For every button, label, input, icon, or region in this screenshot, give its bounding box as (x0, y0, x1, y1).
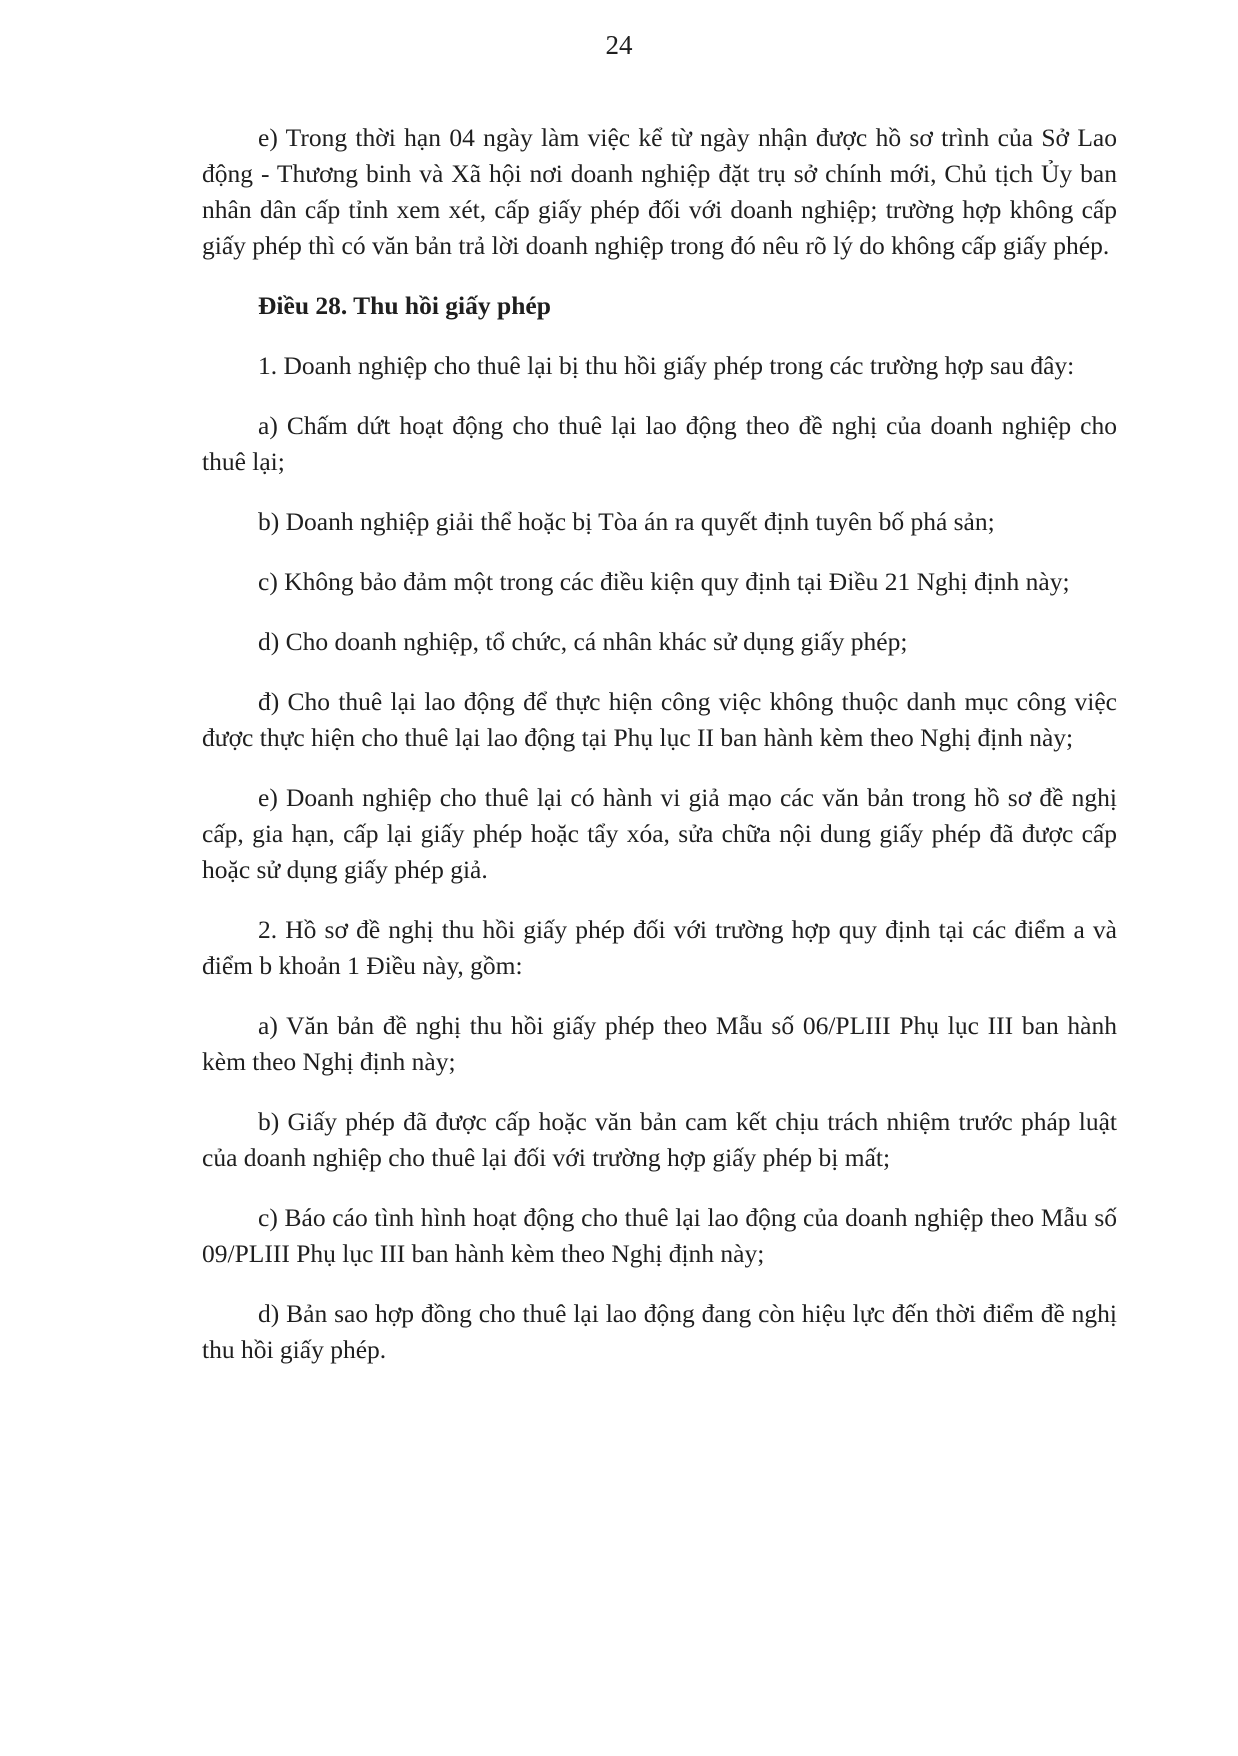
paragraph-clause-2-point-b: b) Giấy phép đã được cấp hoặc văn bản cam kết chịu trách nhiệm trước pháp luật của doanh nghiệp cho thuê lại đối với trường hợp giấy phép bị mất; (202, 1107, 1117, 1172)
paragraph-clause-2-point-c: c) Báo cáo tình hình hoạt động cho thuê lại lao động của doanh nghiệp theo Mẫu số 09/PLIII Phụ lục III ban hành kèm theo Nghị định này; (202, 1203, 1117, 1268)
paragraph-clause-2-point-d: d) Bản sao hợp đồng cho thuê lại lao động đang còn hiệu lực đến thời điểm đề nghị thu hồi giấy phép. (202, 1299, 1117, 1364)
paragraph-point-c: c) Không bảo đảm một trong các điều kiện quy định tại Điều 21 Nghị định này; (258, 567, 1070, 596)
paragraph-point-a: a) Chấm dứt hoạt động cho thuê lại lao động theo đề nghị của doanh nghiệp cho thuê lại; (202, 411, 1117, 476)
paragraph-point-dd: đ) Cho thuê lại lao động để thực hiện công việc không thuộc danh mục công việc được thực hiện cho thuê lại lao động tại Phụ lục II ban hành kèm theo Nghị định này; (202, 687, 1117, 752)
paragraph-point-b: b) Doanh nghiệp giải thể hoặc bị Tòa án ra quyết định tuyên bố phá sản; (258, 507, 995, 536)
paragraph-clause-2: 2. Hồ sơ đề nghị thu hồi giấy phép đối với trường hợp quy định tại các điểm a và điểm b khoản 1 Điều này, gồm: (202, 915, 1117, 980)
paragraph-clause-2-point-a: a) Văn bản đề nghị thu hồi giấy phép theo Mẫu số 06/PLIII Phụ lục III ban hành kèm theo Nghị định này; (202, 1011, 1117, 1076)
paragraph-point-d: d) Cho doanh nghiệp, tổ chức, cá nhân khác sử dụng giấy phép; (258, 627, 908, 656)
page-number: 24 (605, 30, 633, 60)
paragraph-clause-1: 1. Doanh nghiệp cho thuê lại bị thu hồi giấy phép trong các trường hợp sau đây: (258, 351, 1075, 380)
paragraph-point-e: e) Doanh nghiệp cho thuê lại có hành vi giả mạo các văn bản trong hồ sơ đề nghị cấp, gia hạn, cấp lại giấy phép hoặc tẩy xóa, sửa chữa nội dung giấy phép đã được cấp hoặc sử dụng giấy phép giả. (202, 783, 1117, 884)
article-28-heading: Điều 28. Thu hồi giấy phép (258, 291, 551, 320)
paragraph-clause-e-deadline: e) Trong thời hạn 04 ngày làm việc kể từ ngày nhận được hồ sơ trình của Sở Lao động - Thương binh và Xã hội nơi doanh nghiệp đặt trụ sở chính mới, Chủ tịch Ủy ban nhân dân cấp tỉnh xem xét, cấp giấy phép đối với doanh nghiệp; trường hợp không cấp giấy phép thì có văn bản trả lời doanh nghiệp trong đó nêu rõ lý do không cấp giấy phép. (202, 123, 1117, 260)
document-body (202, 120, 1117, 1392)
